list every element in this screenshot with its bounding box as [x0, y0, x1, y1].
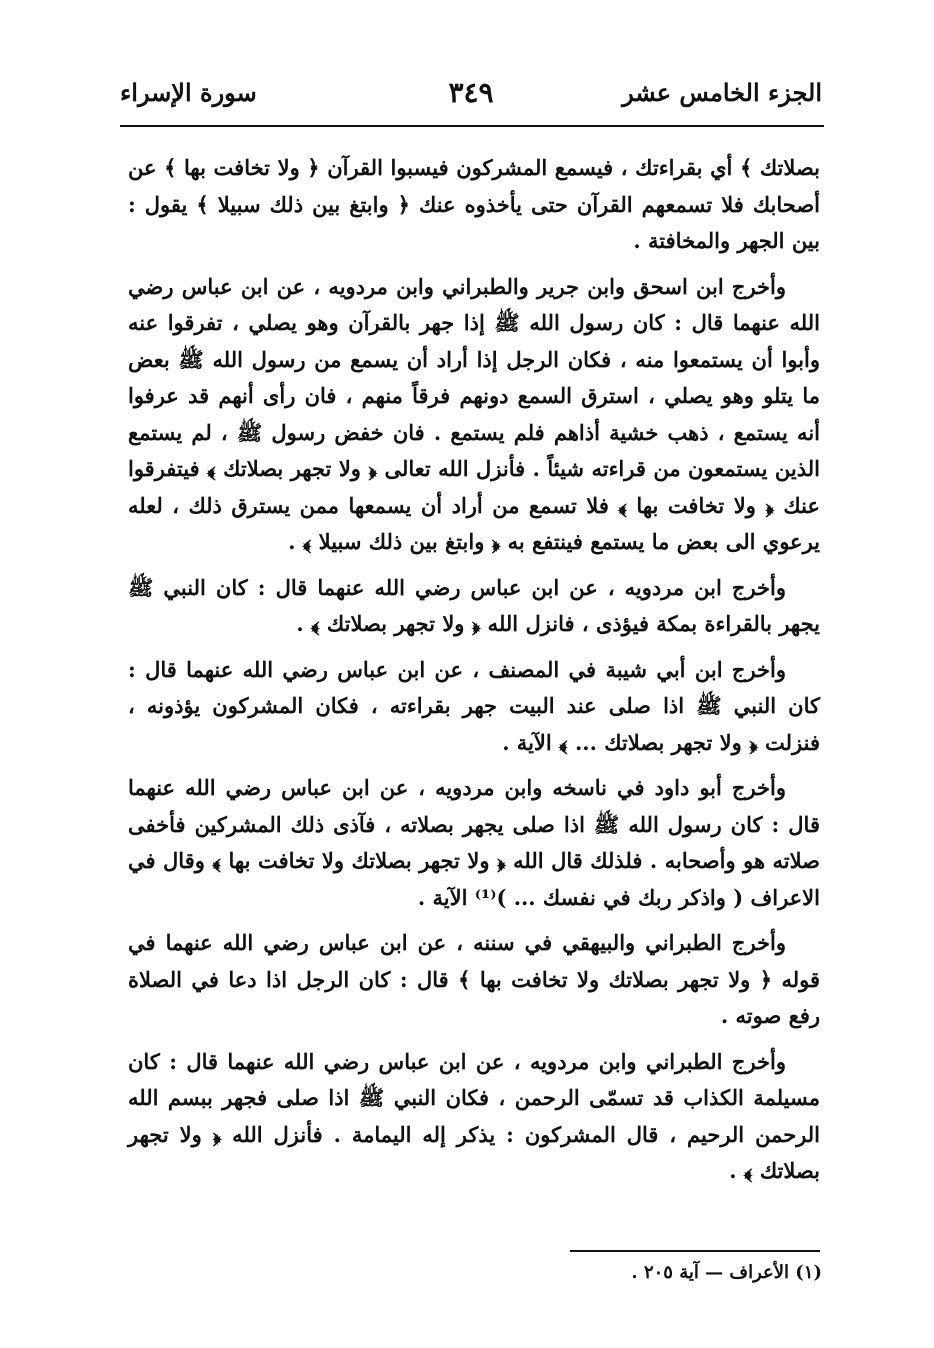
- paragraph: وأخرج ابن أبي شيبة في المصنف ، عن ابن عباس رضي الله عنهما قال : كان النبي ﷺ اذا صلى عند البيت جهر بقراءته ، فكان المشركون يؤذونه ، فنزلت ﴿ ولا تجهر بصلاتك ... ﴾ الآية .: [128, 656, 820, 755]
- paragraph: وأخرج الطبراني وابن مردويه ، عن ابن عباس رضي الله عنهما قال : كان مسيلمة الكذاب قد تسمّى الرحمن ، فكان النبي ﷺ اذا صلى فجهر ببسم الله الرحمن الرحيم ، قال المشركون : يذكر إله اليمامة . فأنزل الله ﴿ ولا تجهر بصلاتك ﴾ .: [128, 1048, 820, 1183]
- paragraph: بصلاتك ﴾ أي بقراءتك ، فيسمع المشركون فيسبوا القرآن ﴿ ولا تخافت بها ﴾ عن أصحابك فلا تسمعهم القرآن حتى يأخذوه عنك ﴿ وابتغ بين ذلك سبيلا ﴾ يقول : بين الجهر والمخافتة .: [128, 155, 820, 253]
- footnote: (١) الأعراف — آية ٢٠٥ .: [631, 1262, 822, 1283]
- part-title: الجزء الخامس عشر: [622, 78, 822, 107]
- paragraph: وأخرج ابن اسحق وابن جرير والطبراني وابن مردويه ، عن ابن عباس رضي الله عنهما قال : كان رسول الله ﷺ إذا جهر بالقرآن وهو يصلي ، تفرقوا عنه وأبوا أن يستمعوا منه ، فكان الرجل إذا أراد أن يسمع من رسول الله ﷺ بعض ما يتلو وهو يصلي ، استرق السمع دونهم فرقاً منهم ، فان رأى أنهم قد عرفوا أنه يستمع ، ذهب خشية أذاهم فلم يستمع . فان خفض رسول ﷺ ، لم يستمع الذين يستمعون من قراءته شيئاً . فأنزل الله تعالى ﴿ ولا تجهر بصلاتك ﴾ فيتفرقوا عنك ﴿ ولا تخافت بها ﴾ فلا تسمع من أراد أن يسمعها ممن يسترق ذلك ، لعله يرعوي الى بعض ما يستمع فينتفع به ﴿ وابتغ بين ذلك سبيلا ﴾ .: [128, 273, 820, 554]
- paragraph: وأخرج ابن مردويه ، عن ابن عباس رضي الله عنهما قال : كان النبي ﷺ يجهر بالقراءة بمكة فيؤذى ، فانزل الله ﴿ ولا تجهر بصلاتك ﴾ .: [128, 574, 820, 636]
- main-text: [128, 150, 820, 1199]
- surah-title: سورة الإسراء: [120, 78, 257, 107]
- header-rule: [120, 125, 824, 127]
- page-number: ٣٤٩: [448, 76, 494, 109]
- footnote-rule: [570, 1250, 820, 1252]
- paragraph: وأخرج أبو داود في ناسخه وابن مردويه ، عن ابن عباس رضي الله عنهما قال : كان رسول الله ﷺ اذا صلى يجهر بصلاته ، فآذى ذلك المشركين فأخفى صلاته هو وأصحابه . فلذلك قال الله ﴿ ولا تجهر بصلاتك ولا تخافت بها ﴾ وقال في الاعراف ( واذكر ربك في نفسك ... )⁽¹⁾ الآية .: [128, 775, 820, 910]
- paragraph: وأخرج الطبراني والبيهقي في سننه ، عن ابن عباس رضي الله عنهما في قوله ﴿ ولا تجهر بصلاتك ولا تخافت بها ﴾ قال : كان الرجل اذا دعا في الصلاة رفع صوته .: [128, 930, 820, 1028]
- running-header: [120, 78, 822, 118]
